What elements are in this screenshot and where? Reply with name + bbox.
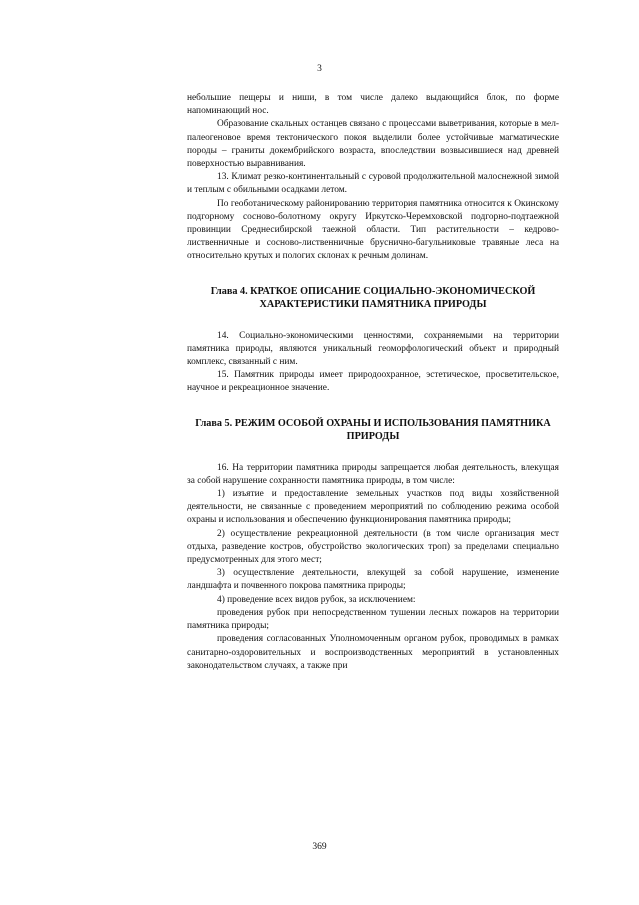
paragraph: небольшие пещеры и ниши, в том числе далеко выдающийся блок, по форме напоминающий нос. — [187, 93, 559, 117]
paragraph: 3) осуществление деятельности, влекущей за собой нарушение, изменение ландшафта и почвенного покрова памятника природы; — [187, 568, 559, 592]
page-number-bottom: 369 — [312, 842, 327, 852]
paragraph: 1) изъятие и предоставление земельных участков под виды хозяйственной деятельности, не связанные с проведением мероприятий по соблюдению режима особой охраны и использования и обеспечению функционирования памятника природы; — [187, 489, 559, 526]
paragraph: 13. Климат резко-континентальный с суровой продолжительной малоснежной зимой и теплым с обильными осадками летом. — [187, 172, 559, 196]
paragraph: 4) проведение всех видов рубок, за исключением: — [217, 594, 416, 605]
paragraph: проведения согласованных Уполномоченным органом рубок, проводимых в рамках санитарно-оздоровительных и воспроизводственных мероприятий в установленных законодательством случаях, а также при — [187, 634, 559, 671]
document-body — [187, 92, 559, 673]
spacer — [187, 312, 559, 330]
chapter-4-heading: Глава 4. КРАТКОЕ ОПИСАНИЕ СОЦИАЛЬНО-ЭКОНОМИЧЕСКОЙ ХАРАКТЕРИСТИКИ ПАМЯТНИКА ПРИРОДЫ — [210, 285, 536, 311]
page-number-top: 3 — [317, 64, 322, 74]
paragraph: проведения рубок при непосредственном тушении лесных пожаров на территории памятника природы; — [187, 607, 559, 632]
paragraph: 16. На территории памятника природы запрещается любая деятельность, влекущая за собой нарушение сохранности памятника природы, в том числе: — [187, 462, 559, 486]
spacer — [187, 396, 559, 417]
spacer — [187, 264, 559, 285]
spacer — [187, 444, 559, 462]
paragraph: 15. Памятник природы имеет природоохранное, эстетическое, просветительское, научное и рекреационное значение. — [187, 370, 559, 394]
chapter-5-heading: Глава 5. РЕЖИМ ОСОБОЙ ОХРАНЫ И ИСПОЛЬЗОВАНИЯ ПАМЯТНИКА ПРИРОДЫ — [195, 417, 551, 443]
paragraph: 2) осуществление рекреационной деятельности (в том числе организация мест отдыха, разведение костров, обустройство экологических троп) за пределами специально предусмотренных для этого мест; — [187, 528, 559, 566]
paragraph: Образование скальных останцев связано с процессами выветривания, которые в мел-палеогеновое время тектонического покоя выделили более устойчивые магматические породы – граниты докембрийского возраста, впоследствии возвысившиеся над древней поверхностью выравнивания. — [187, 119, 559, 170]
paragraph: 14. Социально-экономическими ценностями, сохраняемыми на территории памятника природы, являются уникальный геоморфологический объект и природный комплекс, связанный с ним. — [187, 330, 559, 368]
paragraph: По геоботаническому районированию территория памятника относится к Окинскому подгорному сосново-болотному округу Иркутско-Черемховской подгорно-подтаежной провинции Среднесибирской таежной области. Тип растительности – кедрово-лиственничные и сосново-лиственничные бруснично-багульниковые травяные леса на относительно крутых и пологих склонах к речным долинам. — [187, 198, 559, 262]
